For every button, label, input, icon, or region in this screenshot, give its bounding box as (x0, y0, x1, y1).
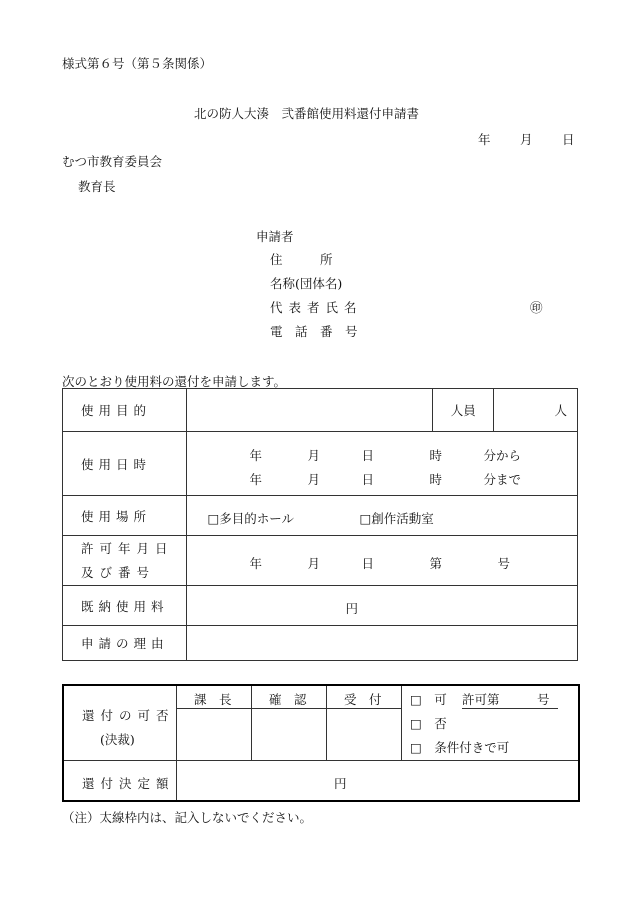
addressee-org: むつ市教育委員会 (62, 154, 163, 169)
permit-label-line2: 及び番号 (81, 564, 156, 580)
decision-label: 還付の可否 (82, 708, 175, 723)
start-hour: 時 (429, 447, 442, 463)
start-minute: 分から (483, 447, 521, 463)
col-chief: 課 長 (194, 692, 232, 707)
amount-label: 還付決定額 (82, 776, 175, 791)
start-month: 月 (307, 447, 320, 463)
purpose-field[interactable] (187, 389, 433, 432)
start-day: 日 (361, 447, 374, 463)
form-number: 様式第６号（第５条関係） (62, 56, 213, 71)
place-option-hall[interactable]: □多目的ホール (207, 510, 295, 526)
end-hour: 時 (429, 471, 442, 487)
datetime-label: 使用日時 (63, 432, 187, 496)
permit-field[interactable] (187, 536, 578, 586)
applicant-address-label: 住 所 (270, 252, 333, 267)
col-receipt: 受 付 (344, 692, 382, 707)
permit-label-line1: 許可年月日 (81, 540, 174, 556)
addressee-person: 教育長 (78, 179, 116, 194)
people-label: 人員 (433, 389, 494, 432)
applicant-phone-label: 電 話 番 号 (270, 324, 358, 339)
permit-month: 月 (307, 555, 320, 571)
footnote: （注）太線枠内は、記入しないでください。 (62, 810, 313, 825)
date-day: 日 (562, 132, 575, 147)
seal-mark: ㊞ (530, 300, 543, 315)
reason-field[interactable] (187, 626, 578, 661)
permit-label (63, 536, 187, 586)
purpose-label: 使用目的 (63, 389, 187, 432)
datetime-field[interactable] (187, 432, 578, 496)
place-field (187, 496, 578, 536)
amount-unit: 円 (334, 776, 347, 791)
page-title: 北の防人大湊 弐番館使用料還付申請書 (194, 106, 420, 121)
date-month: 月 (520, 132, 533, 147)
permit-year: 年 (249, 555, 262, 571)
option-deny[interactable]: □ 否 (410, 716, 447, 731)
start-year: 年 (249, 447, 262, 463)
application-table (62, 388, 578, 661)
reason-label: 申請の理由 (63, 626, 187, 661)
applicant-representative-label: 代表者氏名 (270, 300, 363, 315)
people-unit: 人 (554, 403, 567, 418)
permit-day: 日 (361, 555, 374, 571)
applicant-heading: 申請者 (256, 229, 294, 244)
end-day: 日 (361, 471, 374, 487)
date-year: 年 (478, 132, 491, 147)
permit-no-prefix: 第 (429, 555, 442, 571)
end-year: 年 (249, 471, 262, 487)
paid-fee-field[interactable] (187, 586, 578, 626)
paid-fee-unit: 円 (345, 600, 358, 616)
paid-fee-label: 既納使用料 (63, 586, 187, 626)
end-minute: 分まで (483, 471, 521, 487)
end-month: 月 (307, 471, 320, 487)
people-field[interactable] (494, 389, 578, 432)
applicant-name-label: 名称(団体名) (270, 276, 343, 291)
permit-no-suffix: 号 (497, 555, 510, 571)
intro-text: 次のとおり使用料の還付を申請します。 (62, 374, 287, 389)
col-confirm: 確 認 (269, 692, 307, 707)
place-label: 使用場所 (63, 496, 187, 536)
option-approve[interactable]: □ 可 (410, 692, 447, 707)
place-option-studio[interactable]: □創作活動室 (359, 510, 434, 526)
option-conditional[interactable]: □ 条件付きで可 (410, 740, 510, 755)
office-use-box (62, 684, 580, 802)
permit-number-text: 許可第 号 (462, 690, 558, 709)
decision-sublabel: (決裁) (100, 732, 135, 747)
